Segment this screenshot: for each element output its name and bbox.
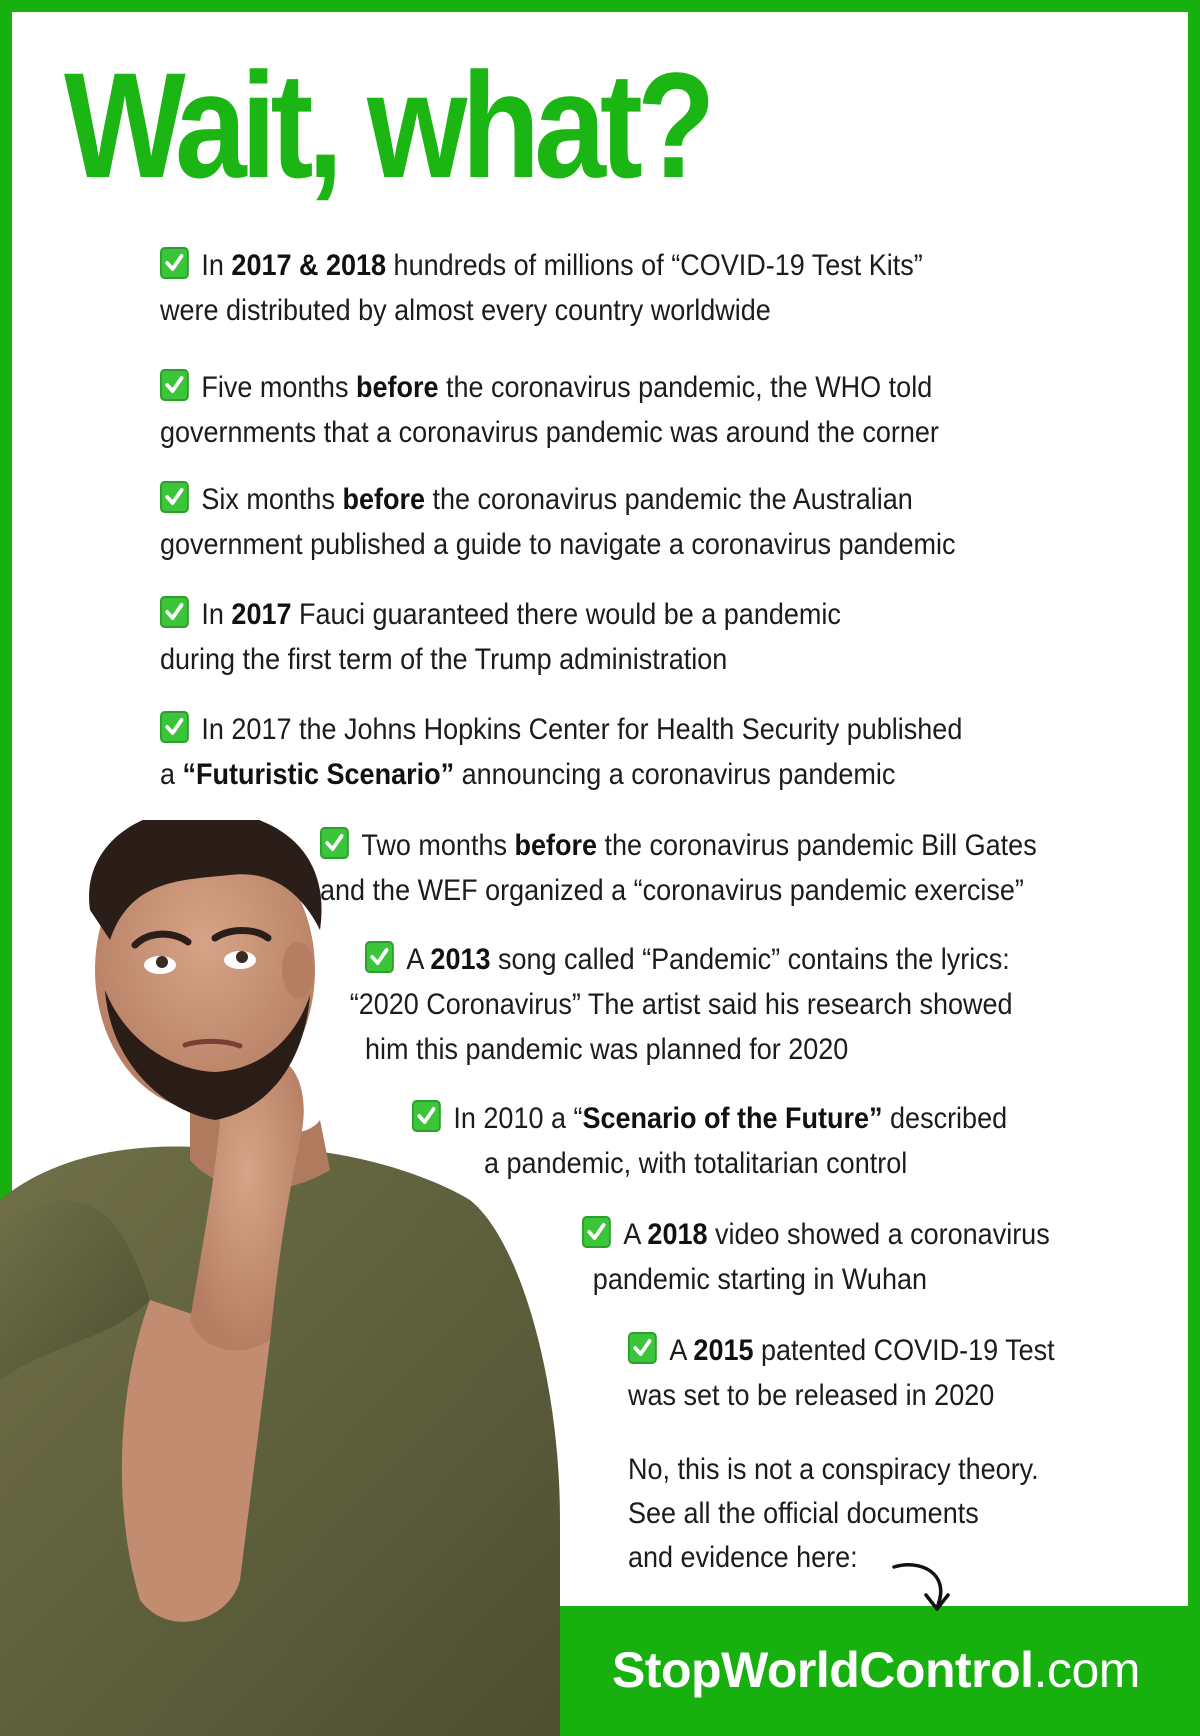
fact-item-6: Two months before the coronavirus pandemic Bill Gates and the WEF organized a “coronavirus pandemic exercise” (320, 829, 1037, 907)
footer-note: No, this is not a conspiracy theory. See all the official documents and evidence here: (628, 1453, 1039, 1574)
fact-item-3: Six months before the coronavirus pandemic the Australian government published a guide to navigate a coronavirus pandemic (160, 483, 956, 561)
checkmark-icon (160, 369, 189, 401)
fact-item-2: Five months before the coronavirus pandemic, the WHO told governments that a coronavirus pandemic was around the corner (160, 371, 939, 449)
fact-item-8: In 2010 a “Scenario of the Future” described a pandemic, with totalitarian control (412, 1096, 1007, 1186)
thinking-man-illustration (0, 820, 640, 1736)
fact-item-7: A 2013 song called “Pandemic” contains the lyrics: “2020 Coronavirus” The artist said his research showed him this pandemic was planned for 2020 (349, 943, 1013, 1066)
fact-item-5: In 2017 the Johns Hopkins Center for Health Security published a “Futuristic Scenario” announcing a coronavirus pandemic (160, 713, 963, 791)
checkmark-icon (160, 481, 189, 513)
fact-item-9: A 2018 video showed a coronavirus pandemic starting in Wuhan (582, 1212, 1050, 1302)
checkmark-icon (160, 247, 189, 279)
fact-item-4: In 2017 Fauci guaranteed there would be a pandemic during the first term of the Trump administration (160, 598, 841, 676)
checkmark-icon (160, 711, 189, 743)
fact-item-1: In 2017 & 2018 hundreds of millions of “COVID-19 Test Kits” were distributed by almost every country worldwide (160, 249, 923, 327)
curved-arrow-icon (890, 1555, 960, 1625)
headline: Wait, what? (64, 41, 710, 209)
fact-item-10: A 2015 patented COVID-19 Test was set to be released in 2020 (628, 1334, 1055, 1412)
checkmark-icon (160, 596, 189, 628)
brand-logo-text: StopWorldControl.com (612, 1642, 1140, 1698)
